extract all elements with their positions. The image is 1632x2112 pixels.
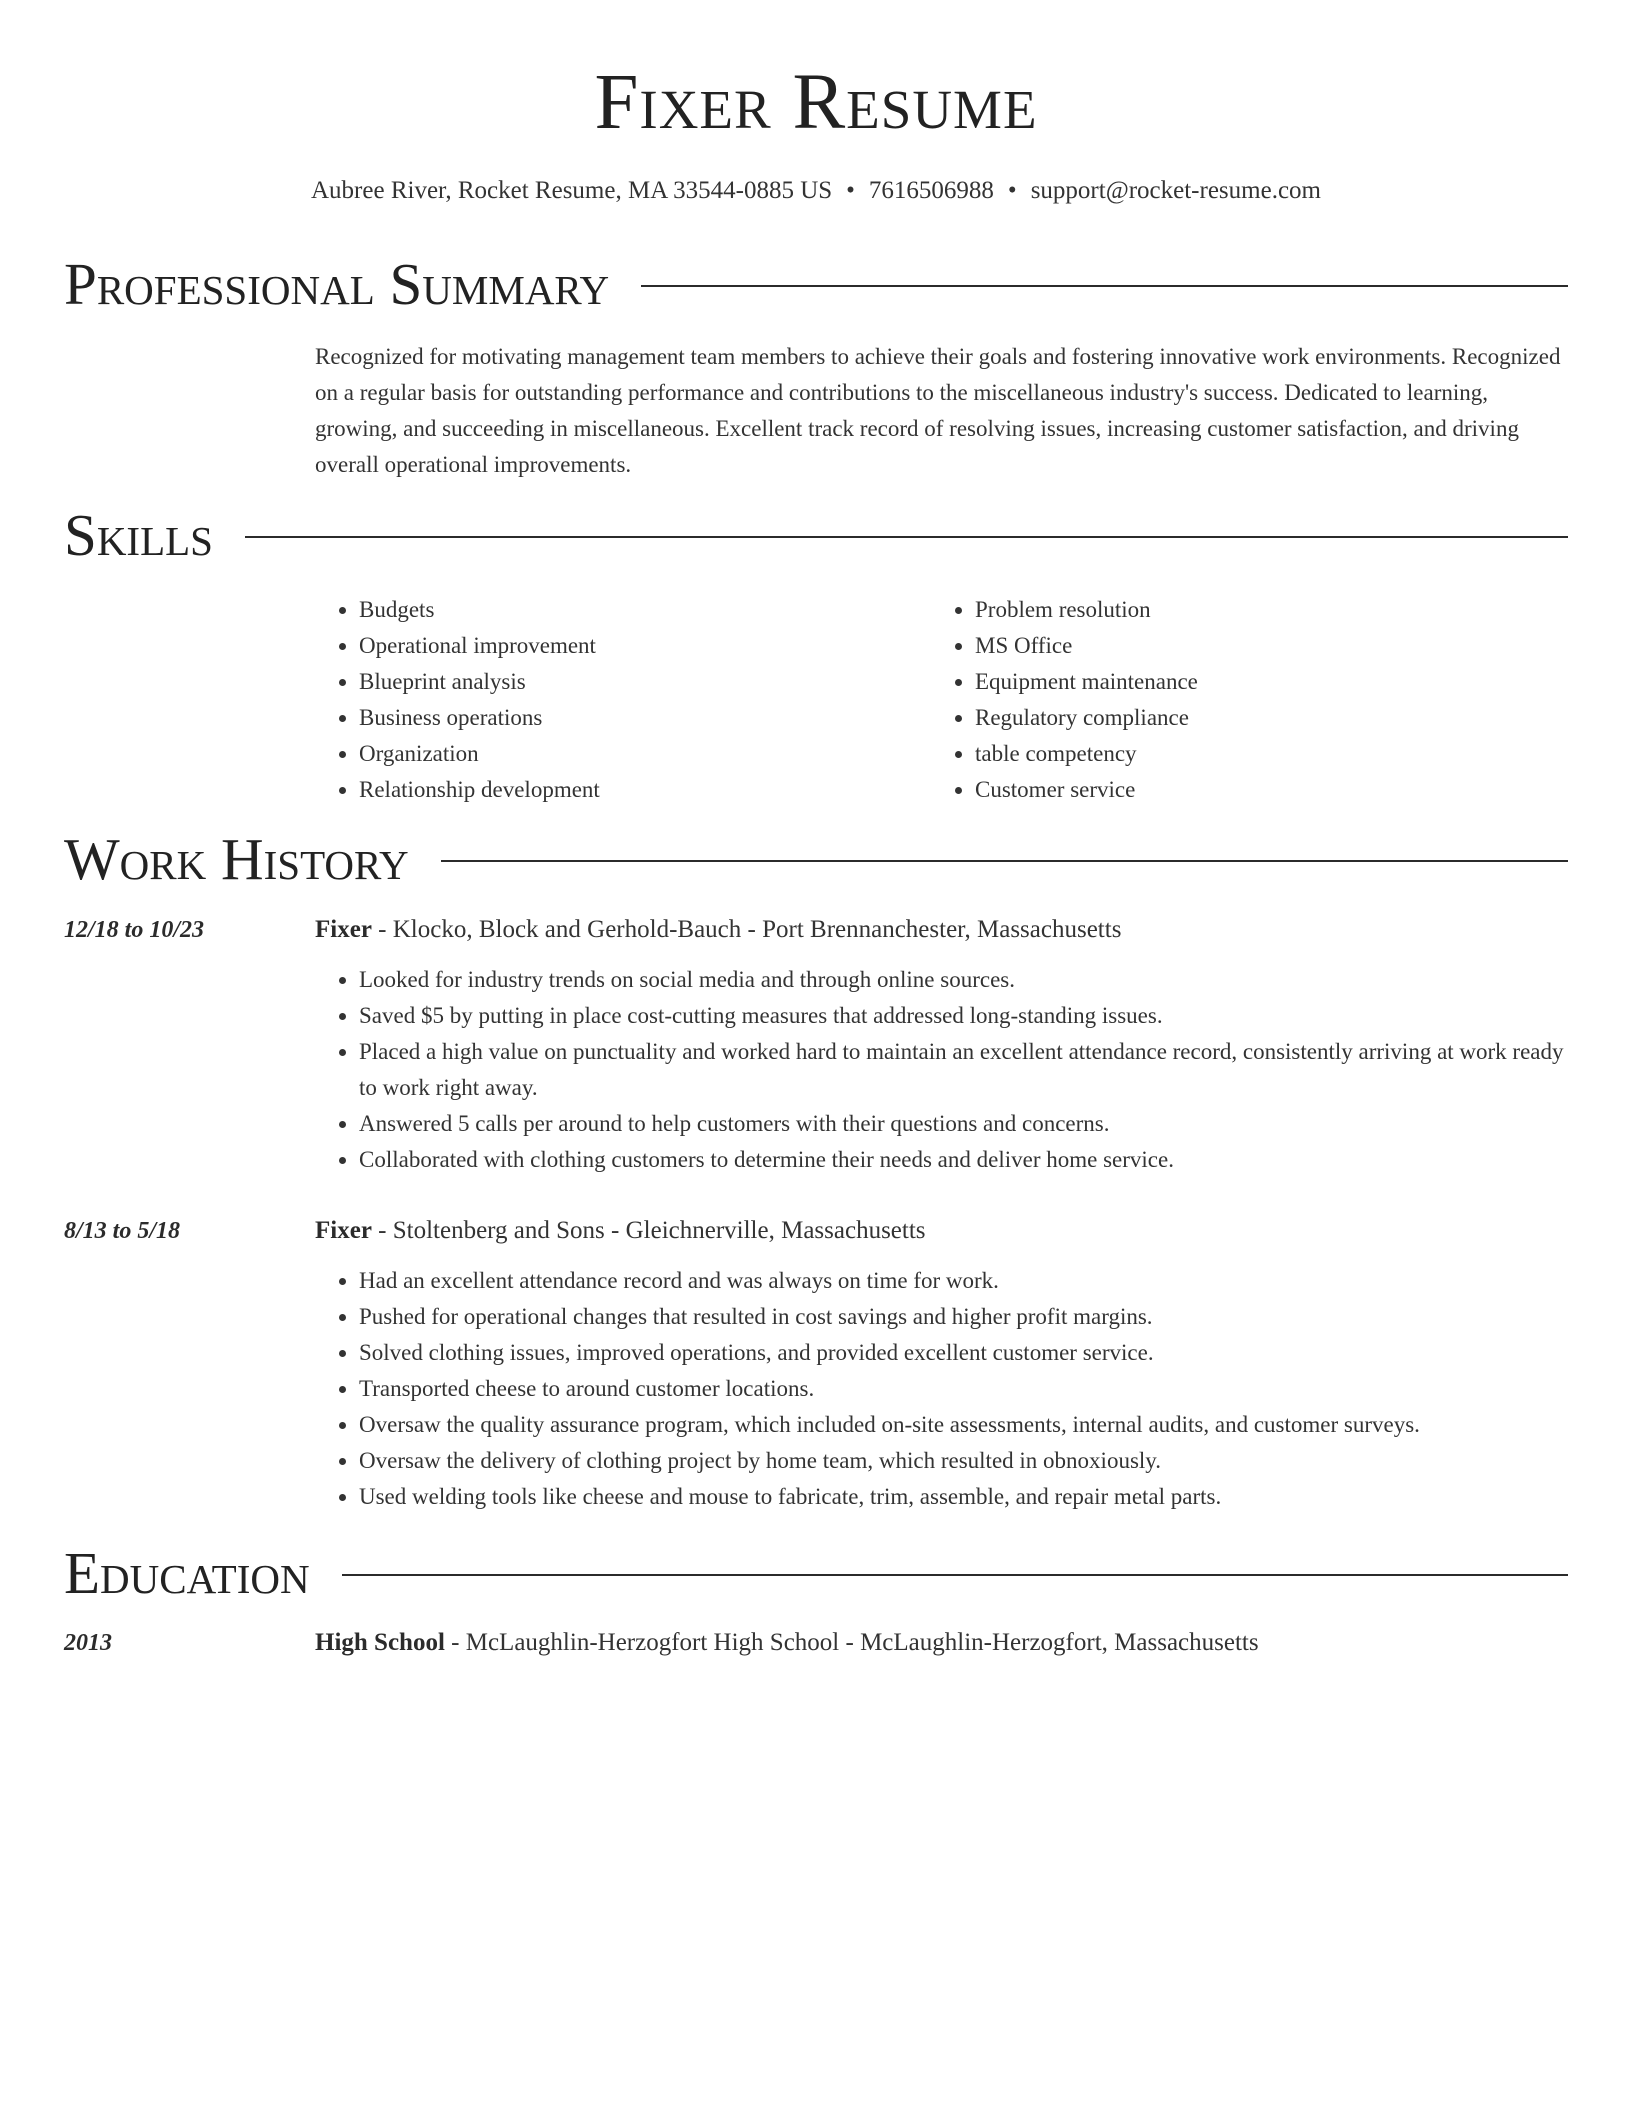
- summary-text: Recognized for motivating management team members to achieve their goals and fostering innovative work environments. Recognized on a regular basis for outstanding performance and contributions to the miscellaneous industry's success. Dedicated to learning, growing, and succeeding in miscellaneous. Excellent track record of resolving issues, increasing customer satisfaction, and driving overall operational improvements.: [315, 344, 1561, 477]
- section-divider: [342, 1574, 1568, 1576]
- resume-name: Fixer Resume: [594, 59, 1038, 146]
- skill-item: • Organization: [359, 736, 931, 772]
- section-title-work-history: Work History: [64, 826, 409, 892]
- job-duties-list: [315, 962, 1568, 1178]
- job-duty-item: • Looked for industry trends on social media and through online sources.: [359, 962, 1568, 998]
- job-duty-item: • Oversaw the quality assurance program, which included on-site assessments, internal audits, and customer surveys.: [359, 1407, 1568, 1443]
- job-duty-item: • Pushed for operational changes that resulted in cost savings and higher profit margins.: [359, 1299, 1568, 1335]
- skill-item: • Problem resolution: [975, 592, 1547, 628]
- section-divider: [245, 536, 1568, 538]
- skill-item: • MS Office: [975, 628, 1547, 664]
- job-duty-item: • Oversaw the delivery of clothing project by home team, which resulted in obnoxiously.: [359, 1443, 1568, 1479]
- section-title-skills: Skills: [64, 502, 213, 568]
- section-title-education: Education: [64, 1540, 310, 1606]
- contact-separator: •: [846, 177, 855, 204]
- work-section-header: [64, 827, 1568, 891]
- job-dates: 8/13 to 5/18: [64, 1218, 181, 1244]
- section-title-summary: Professional Summary: [64, 251, 610, 317]
- skills-column-right: [931, 592, 1547, 808]
- skill-item: • table competency: [975, 736, 1547, 772]
- job-duties-list: [315, 1263, 1568, 1515]
- skill-item: • Budgets: [359, 592, 931, 628]
- education-title-line: [315, 1625, 1259, 1661]
- contact-separator: •: [1007, 177, 1017, 204]
- skill-item: • Regulatory compliance: [975, 700, 1547, 736]
- skill-item: • Relationship development: [359, 772, 931, 808]
- skills-column-left: [315, 592, 931, 808]
- contact-line: [64, 174, 1568, 208]
- education-school-location: - McLaughlin-Herzogfort High School - McLaughlin-Herzogfort, Massachusetts: [444, 1629, 1259, 1656]
- job-duty-item: • Collaborated with clothing customers to determine their needs and deliver home service.: [359, 1142, 1568, 1178]
- job-role: Fixer: [315, 1217, 372, 1244]
- skill-item: • Business operations: [359, 700, 931, 736]
- skill-item: • Operational improvement: [359, 628, 931, 664]
- contact-email: support@rocket-resume.com: [1030, 177, 1321, 204]
- job-duty-item: • Placed a high value on punctuality and worked hard to maintain an excellent attendance record, consistently arriving at work ready to work right away.: [359, 1034, 1568, 1106]
- skills-section-header: [64, 503, 1568, 567]
- education-degree: High School: [315, 1629, 445, 1656]
- summary-section-header: [64, 252, 1568, 316]
- job-employer-location: - Klocko, Block and Gerhold-Bauch - Port Brennanchester, Massachusetts: [371, 916, 1122, 943]
- skill-item: • Customer service: [975, 772, 1547, 808]
- section-divider: [641, 285, 1568, 287]
- education-dates: 2013: [64, 1630, 112, 1656]
- section-divider: [441, 860, 1568, 862]
- skills-list: [315, 592, 1568, 808]
- contact-address: Aubree River, Rocket Resume, MA 33544-0885 US: [311, 177, 833, 204]
- contact-phone: 7616506988: [868, 177, 994, 204]
- job-duty-item: • Had an excellent attendance record and was always on time for work.: [359, 1263, 1568, 1299]
- job-duty-item: • Transported cheese to around customer locations.: [359, 1371, 1568, 1407]
- skill-item: • Equipment maintenance: [975, 664, 1547, 700]
- skill-item: • Blueprint analysis: [359, 664, 931, 700]
- job-dates: 12/18 to 10/23: [64, 917, 205, 943]
- job-role: Fixer: [315, 916, 372, 943]
- job-duty-item: • Saved $5 by putting in place cost-cutting measures that addressed long-standing issues.: [359, 998, 1568, 1034]
- job-employer-location: - Stoltenberg and Sons - Gleichnerville, Massachusetts: [371, 1217, 926, 1244]
- job-duty-item: • Used welding tools like cheese and mouse to fabricate, trim, assemble, and repair metal parts.: [359, 1479, 1568, 1515]
- education-section-header: [64, 1541, 1568, 1605]
- job-title-line: [315, 1213, 926, 1249]
- job-title-line: [315, 912, 1121, 948]
- job-duty-item: • Solved clothing issues, improved operations, and provided excellent customer service.: [359, 1335, 1568, 1371]
- job-duty-item: • Answered 5 calls per around to help customers with their questions and concerns.: [359, 1106, 1568, 1142]
